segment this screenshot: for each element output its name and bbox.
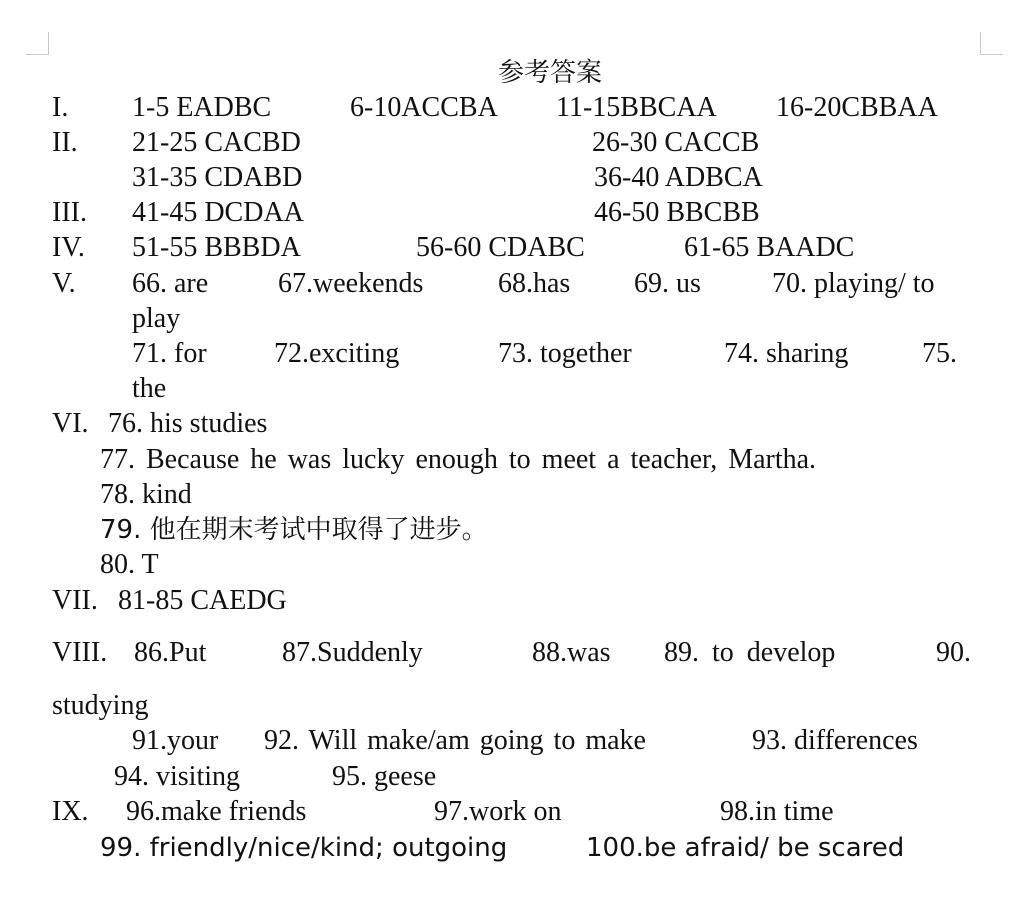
answer-group: 81-85 CAEDG: [118, 585, 287, 616]
answer-item: 97.work on: [434, 796, 562, 827]
answer-group: 36-40 ADBCA: [594, 162, 763, 193]
answer-item: 75.: [922, 338, 957, 369]
answer-item: 74. sharing: [724, 338, 849, 369]
answer-group: 6-10ACCBA: [350, 92, 498, 123]
answer-group: 21-25 CACBD: [132, 127, 301, 158]
answer-item: 98.in time: [720, 796, 834, 827]
section-number-1: I.: [52, 92, 69, 123]
answer-group: 11-15BBCAA: [556, 92, 717, 123]
section-number-8: VIII.: [52, 637, 108, 668]
answer-group: 56-60 CDABC: [416, 232, 585, 263]
answer-item: 77. Because he was lucky enough to meet a teacher, Martha.: [100, 444, 817, 475]
answer-group: 1-5 EADBC: [132, 92, 272, 123]
section-number-7: VII.: [52, 585, 98, 616]
answer-group: 46-50 BBCBB: [594, 197, 760, 228]
section-number-6: VI.: [52, 408, 89, 439]
answer-item: 72.exciting: [274, 338, 400, 369]
answer-item: 68.has: [498, 268, 571, 299]
answer-item: 71. for: [132, 338, 207, 369]
answer-item: 78. kind: [100, 479, 192, 510]
answer-group: 31-35 CDABD: [132, 162, 303, 193]
answer-item: 94. visiting: [114, 761, 241, 792]
corner-mark-left: [26, 32, 49, 55]
corner-mark-right: [980, 32, 1003, 55]
answer-group: 61-65 BAADC: [684, 232, 855, 263]
answer-item: 99. friendly/nice/kind; outgoing: [100, 833, 508, 863]
answer-item: 87.Suddenly: [282, 637, 423, 668]
section-number-3: III.: [52, 197, 87, 228]
section-number-4: IV.: [52, 232, 85, 263]
answer-item: 69. us: [634, 268, 701, 299]
answer-item: 92. Will make/am going to make: [264, 725, 646, 756]
section-number-5: V.: [52, 268, 76, 299]
answer-item: 89. to develop: [664, 637, 836, 668]
answer-item: 88.was: [532, 637, 611, 668]
answer-item: 86.Put: [134, 637, 207, 668]
answer-item: 80. T: [100, 549, 159, 580]
answer-item: 95. geese: [332, 761, 437, 792]
answer-group: 51-55 BBBDA: [132, 232, 301, 263]
answer-item: 90.: [936, 637, 971, 668]
answer-item-continued: play: [132, 303, 181, 334]
answer-item: 100.be afraid/ be scared: [586, 833, 905, 863]
answer-item: 66. are: [132, 268, 209, 299]
answer-group: 26-30 CACCB: [592, 127, 760, 158]
answer-group: 41-45 DCDAA: [132, 197, 304, 228]
answer-item: 93. differences: [752, 725, 918, 756]
section-number-2: II.: [52, 127, 78, 158]
answer-group: 16-20CBBAA: [776, 92, 938, 123]
page-title: 参考答案: [498, 58, 603, 88]
answer-item: 70. playing/ to: [772, 268, 935, 299]
answer-item-continued: studying: [52, 690, 149, 721]
answer-item: 73. together: [498, 338, 632, 369]
answer-item: 76. his studies: [108, 408, 268, 439]
answer-item: 91.your: [132, 725, 219, 756]
answer-item-continued: the: [132, 373, 167, 404]
section-number-9: IX.: [52, 796, 89, 827]
answer-item: 96.make friends: [126, 796, 307, 827]
answer-item: 67.weekends: [278, 268, 424, 299]
answer-item-chinese: 79. 他在期末考试中取得了进步。: [100, 515, 488, 545]
